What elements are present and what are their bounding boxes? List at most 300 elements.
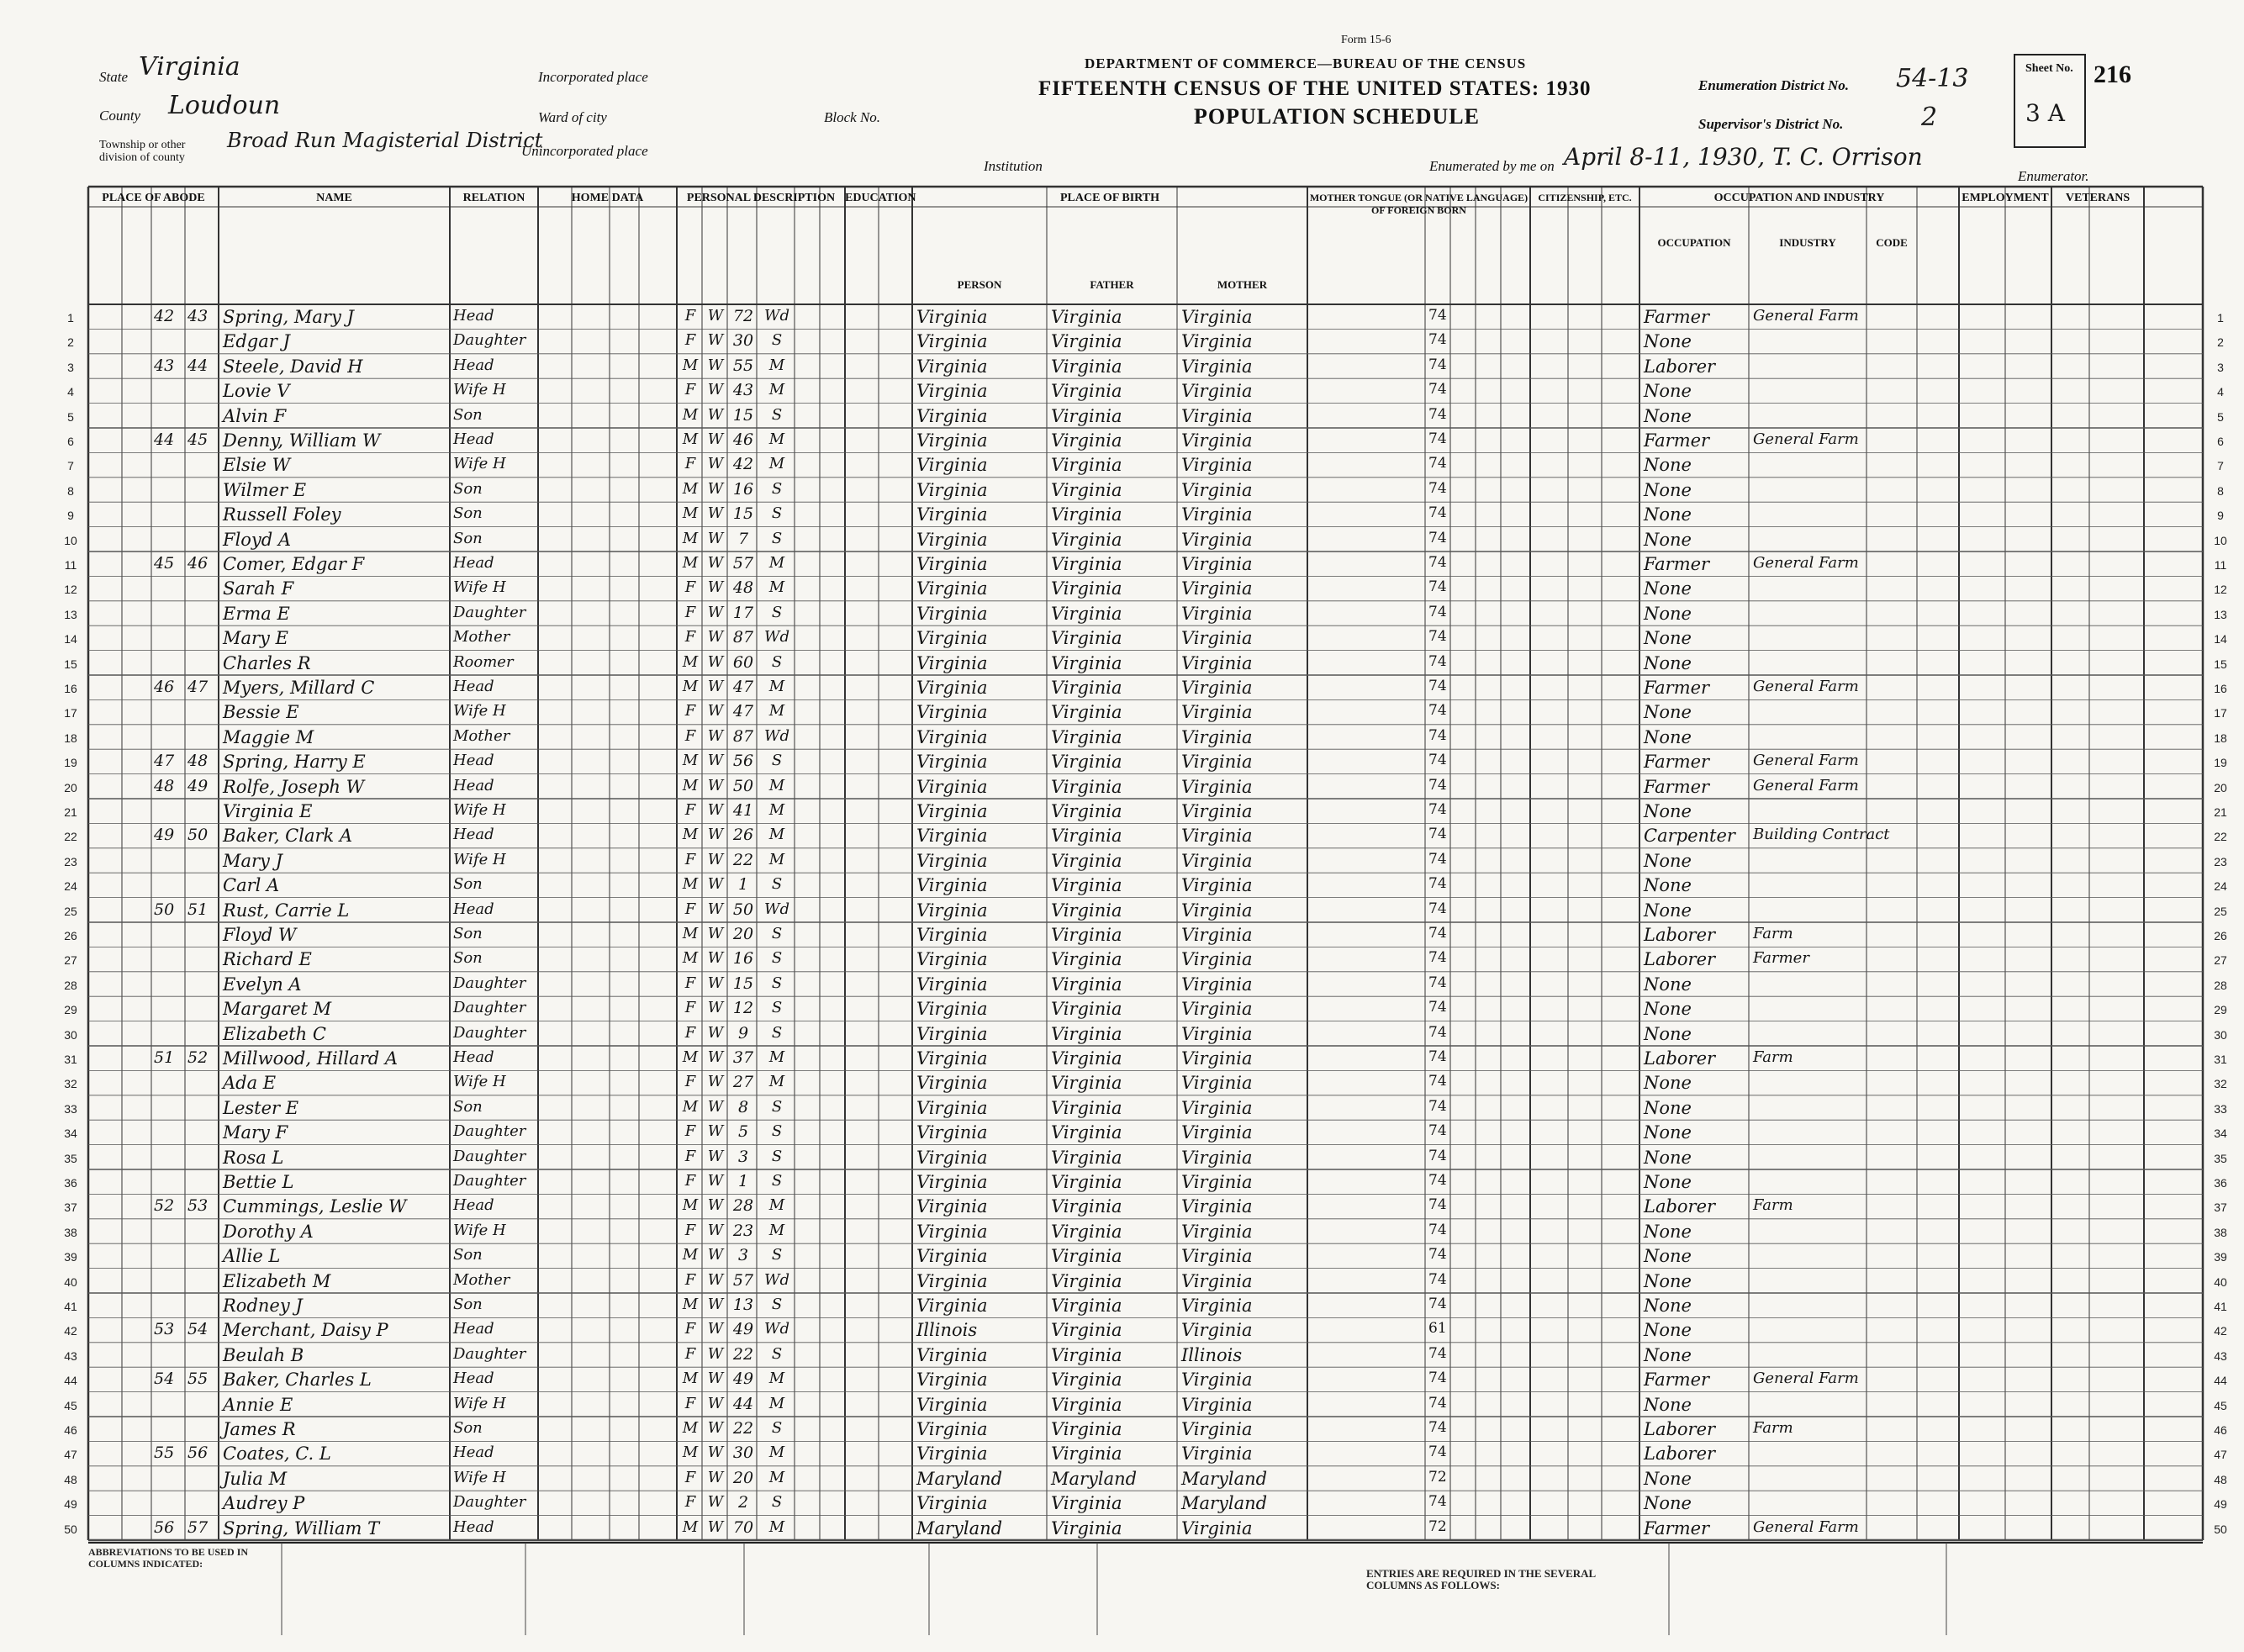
birthplace-mother: Virginia	[1181, 726, 1253, 747]
birthplace-person: Virginia	[916, 356, 988, 377]
row-number: 24	[64, 879, 77, 894]
age: 50	[732, 776, 754, 795]
age: 1	[737, 875, 749, 895]
birthplace-mother: Virginia	[1181, 1419, 1253, 1439]
birthplace-mother: Maryland	[1181, 1493, 1268, 1514]
birthplace-person: Virginia	[916, 603, 988, 624]
birthplace-person: Virginia	[916, 1221, 988, 1242]
marital-condition: S	[771, 999, 783, 1017]
birthplace-mother: Virginia	[1181, 578, 1253, 599]
race: W	[707, 455, 724, 473]
race: W	[707, 752, 724, 770]
occupation: None	[1644, 331, 1692, 352]
person-name: Baker, Clark A	[223, 826, 353, 847]
relation: Wife H	[453, 1394, 506, 1412]
birthplace-father: Virginia	[1051, 726, 1122, 747]
row-number: 45	[64, 1398, 77, 1412]
state-value: Virginia	[139, 52, 240, 82]
birthplace-father: Virginia	[1051, 1517, 1122, 1539]
occupation: None	[1644, 1320, 1692, 1341]
form-number: Form 15-6	[1341, 34, 1391, 46]
birthplace-code: 74	[1428, 479, 1447, 497]
birthplace-code: 74	[1428, 1221, 1447, 1238]
birthplace-person: Virginia	[916, 381, 988, 402]
marital-condition: S	[771, 603, 783, 621]
row-number: 35	[64, 1151, 77, 1165]
relation: Son	[453, 949, 483, 968]
row-number: 12	[2214, 583, 2227, 597]
person-name: Rosa L	[223, 1147, 284, 1168]
birthplace-father: Virginia	[1051, 1320, 1122, 1341]
birthplace-mother: Virginia	[1181, 1221, 1253, 1242]
sex: M	[682, 405, 699, 424]
relation: Head	[453, 826, 494, 844]
age: 43	[732, 381, 754, 400]
birthplace-code: 74	[1428, 356, 1447, 373]
census-table	[64, 187, 2227, 1540]
age: 5	[737, 1122, 749, 1142]
birthplace-mother: Virginia	[1181, 678, 1253, 698]
birthplace-father: Virginia	[1051, 1097, 1122, 1118]
row-number: 29	[64, 1003, 77, 1017]
birthplace-father: Virginia	[1051, 949, 1122, 970]
birthplace-code: 72	[1428, 1468, 1447, 1486]
birthplace-code: 74	[1428, 1172, 1447, 1189]
race: W	[707, 1097, 724, 1116]
sex: M	[682, 1097, 699, 1116]
birthplace-father: Virginia	[1051, 1394, 1122, 1415]
relation: Son	[453, 1296, 483, 1313]
birthplace-mother: Virginia	[1181, 1172, 1253, 1192]
relation: Wife H	[453, 702, 506, 720]
col-father: FATHER	[1090, 278, 1134, 291]
birthplace-code: 74	[1428, 307, 1447, 324]
race: W	[707, 307, 724, 325]
race: W	[707, 999, 724, 1017]
birthplace-person: Maryland	[916, 1517, 1003, 1539]
row-number: 25	[2214, 904, 2227, 918]
sex: M	[682, 1296, 699, 1313]
birthplace-code: 74	[1428, 652, 1447, 670]
occupation: Farmer	[1644, 776, 1710, 797]
schedule-title: POPULATION SCHEDULE	[1194, 104, 1480, 129]
occupation: None	[1644, 455, 1692, 476]
marital-condition: M	[768, 1370, 785, 1388]
age: 15	[732, 504, 754, 524]
birthplace-father: Virginia	[1051, 504, 1122, 525]
marital-condition: S	[771, 331, 783, 350]
sex: F	[684, 702, 696, 720]
birthplace-person: Virginia	[916, 1394, 988, 1415]
sex: F	[684, 1468, 696, 1486]
occupation: None	[1644, 702, 1692, 723]
birthplace-father: Virginia	[1051, 1172, 1122, 1192]
birthplace-person: Virginia	[916, 455, 988, 476]
occupation: None	[1644, 1493, 1692, 1514]
age: 12	[732, 999, 754, 1018]
dwelling-number: 44	[154, 430, 175, 449]
birthplace-person: Virginia	[916, 702, 988, 723]
census-title: FIFTEENTH CENSUS OF THE UNITED STATES: 1930	[1038, 77, 1592, 100]
relation: Head	[453, 1196, 494, 1215]
birthplace-person: Virginia	[916, 949, 988, 970]
race: W	[707, 578, 724, 597]
occupation: None	[1644, 1097, 1692, 1118]
birthplace-person: Virginia	[916, 628, 988, 649]
sex: M	[682, 430, 699, 448]
birthplace-person: Virginia	[916, 405, 988, 426]
birthplace-father: Virginia	[1051, 1122, 1122, 1143]
race: W	[707, 900, 724, 918]
marital-condition: Wd	[763, 628, 790, 647]
row-number: 25	[64, 904, 77, 918]
sex: M	[682, 776, 699, 794]
age: 44	[732, 1394, 754, 1413]
birthplace-mother: Virginia	[1181, 801, 1253, 821]
marital-condition: S	[771, 1172, 783, 1190]
row-number: 12	[64, 583, 77, 597]
enum-district-label: Enumeration District No.	[1698, 77, 1850, 93]
person-name: Margaret M	[223, 999, 332, 1020]
marital-condition: S	[771, 875, 783, 894]
row-number: 37	[64, 1201, 77, 1215]
person-name: Beulah B	[223, 1344, 304, 1365]
race: W	[707, 529, 724, 547]
row-number: 13	[64, 607, 77, 621]
birthplace-father: Virginia	[1051, 455, 1122, 476]
birthplace-code: 74	[1428, 1246, 1447, 1264]
state-label: State	[99, 69, 128, 85]
sex: F	[684, 1320, 696, 1338]
dwelling-number: 56	[154, 1517, 175, 1537]
birthplace-father: Virginia	[1051, 356, 1122, 377]
birthplace-father: Virginia	[1051, 974, 1122, 995]
sex: M	[682, 356, 699, 374]
birthplace-father: Virginia	[1051, 1370, 1122, 1391]
row-number: 19	[64, 756, 77, 770]
birthplace-code: 74	[1428, 1444, 1447, 1461]
occupation: Farmer	[1644, 1517, 1710, 1539]
row-number: 48	[64, 1472, 77, 1486]
dwelling-number: 43	[154, 356, 175, 375]
occupation: None	[1644, 1147, 1692, 1168]
person-name: Wilmer E	[223, 479, 307, 500]
person-name: Richard E	[223, 949, 312, 970]
marital-condition: M	[768, 1444, 785, 1462]
industry: Farmer	[1753, 949, 1809, 968]
birthplace-mother: Virginia	[1181, 875, 1253, 896]
family-number: 51	[187, 900, 209, 919]
birthplace-code: 74	[1428, 974, 1447, 991]
row-number: 5	[67, 409, 74, 424]
row-number: 36	[2214, 1176, 2227, 1190]
person-name: Erma E	[223, 603, 290, 624]
sex: F	[684, 900, 696, 918]
relation: Son	[453, 925, 483, 942]
birthplace-mother: Virginia	[1181, 1196, 1253, 1217]
family-number: 44	[187, 356, 209, 375]
relation: Son	[453, 405, 483, 424]
row-number: 13	[2214, 607, 2227, 621]
birthplace-person: Virginia	[916, 1048, 988, 1069]
occupation: Farmer	[1644, 678, 1710, 698]
row-number: 28	[2214, 978, 2227, 992]
race: W	[707, 1122, 724, 1141]
row-number: 21	[2214, 805, 2227, 819]
sex: F	[684, 381, 696, 399]
birthplace-code: 74	[1428, 554, 1447, 571]
race: W	[707, 356, 724, 374]
birthplace-person: Virginia	[916, 1073, 988, 1094]
occupation: None	[1644, 529, 1692, 550]
person-name: Audrey P	[223, 1493, 305, 1514]
birthplace-person: Virginia	[916, 974, 988, 995]
row-number: 48	[2214, 1472, 2227, 1486]
occupation: None	[1644, 1468, 1692, 1489]
race: W	[707, 430, 724, 448]
birthplace-person: Virginia	[916, 726, 988, 747]
age: 13	[732, 1296, 754, 1314]
occupation: None	[1644, 628, 1692, 649]
industry: General Farm	[1753, 776, 1859, 794]
row-number: 2	[67, 335, 74, 350]
race: W	[707, 826, 724, 844]
age: 15	[732, 405, 754, 425]
birthplace-code: 74	[1428, 381, 1447, 398]
row-number: 39	[2214, 1250, 2227, 1264]
birthplace-code: 74	[1428, 331, 1447, 349]
person-name: Spring, Mary J	[223, 307, 354, 327]
occupation: Laborer	[1644, 1444, 1716, 1465]
birthplace-father: Virginia	[1051, 999, 1122, 1020]
birthplace-father: Virginia	[1051, 1073, 1122, 1094]
industry: General Farm	[1753, 752, 1859, 770]
birthplace-mother: Virginia	[1181, 628, 1253, 649]
birthplace-person: Virginia	[916, 1122, 988, 1143]
row-number: 32	[64, 1077, 77, 1091]
row-number: 19	[2214, 756, 2227, 770]
row-number: 7	[2217, 459, 2224, 473]
birthplace-mother: Maryland	[1181, 1468, 1268, 1489]
row-number: 22	[2214, 830, 2227, 844]
occupation: None	[1644, 381, 1692, 402]
row-number: 31	[2214, 1053, 2227, 1066]
row-number: 15	[2214, 657, 2227, 671]
birthplace-mother: Virginia	[1181, 1320, 1253, 1341]
age: 1	[737, 1172, 749, 1190]
row-number: 42	[64, 1324, 77, 1338]
occupation: None	[1644, 1344, 1692, 1365]
marital-condition: S	[771, 479, 783, 498]
relation: Head	[453, 1320, 494, 1338]
relation: Head	[453, 752, 494, 770]
birthplace-mother: Virginia	[1181, 1048, 1253, 1069]
race: W	[707, 1517, 724, 1536]
row-number: 8	[67, 483, 74, 498]
occupation: None	[1644, 1073, 1692, 1094]
enumerated-value: April 8-11, 1930, T. C. Orrison	[1564, 143, 1923, 171]
birthplace-code: 74	[1428, 1419, 1447, 1436]
occupation: Laborer	[1644, 356, 1716, 377]
industry: Farm	[1753, 1419, 1793, 1437]
sex: F	[684, 307, 696, 325]
sex: M	[682, 1444, 699, 1462]
birthplace-code: 74	[1428, 702, 1447, 720]
col-person: PERSON	[957, 278, 1002, 291]
birthplace-code: 74	[1428, 678, 1447, 694]
birthplace-code: 74	[1428, 726, 1447, 744]
birthplace-father: Virginia	[1051, 826, 1122, 847]
row-number: 32	[2214, 1077, 2227, 1091]
relation: Head	[453, 307, 494, 325]
relation: Wife H	[453, 381, 506, 399]
person-name: Elizabeth M	[223, 1270, 331, 1291]
dwelling-number: 50	[154, 900, 175, 919]
row-number: 42	[2214, 1324, 2227, 1338]
sex: M	[682, 1370, 699, 1388]
birthplace-mother: Virginia	[1181, 1517, 1253, 1539]
occupation: None	[1644, 1246, 1692, 1267]
birthplace-mother: Virginia	[1181, 652, 1253, 673]
race: W	[707, 603, 724, 621]
birthplace-father: Virginia	[1051, 479, 1122, 500]
occupation: None	[1644, 974, 1692, 995]
birthplace-person: Virginia	[916, 331, 988, 352]
age: 30	[732, 1444, 754, 1463]
township-label: Township or other division of county	[99, 139, 186, 164]
sex: F	[684, 603, 696, 621]
race: W	[707, 1468, 724, 1486]
birthplace-mother: Virginia	[1181, 430, 1253, 451]
group-place-of-abode: PLACE OF ABODE	[102, 192, 205, 204]
birthplace-father: Virginia	[1051, 1246, 1122, 1267]
row-number: 47	[64, 1448, 77, 1462]
group-occupation: OCCUPATION AND INDUSTRY	[1713, 192, 1885, 204]
age: 46	[732, 430, 754, 449]
birthplace-person: Virginia	[916, 1270, 988, 1291]
birthplace-code: 74	[1428, 455, 1447, 472]
industry: General Farm	[1753, 307, 1859, 325]
birthplace-mother: Virginia	[1181, 1073, 1253, 1094]
row-number: 4	[2217, 385, 2224, 399]
marital-condition: S	[771, 949, 783, 968]
row-number: 49	[2214, 1497, 2227, 1512]
birthplace-mother: Virginia	[1181, 1246, 1253, 1267]
person-name: Spring, William T	[223, 1517, 380, 1539]
row-number: 24	[2214, 879, 2227, 894]
row-number: 9	[2217, 509, 2224, 523]
person-name: Spring, Harry E	[223, 752, 366, 773]
age: 47	[732, 678, 754, 696]
age: 16	[732, 479, 754, 499]
marital-condition: S	[771, 752, 783, 770]
row-number: 1	[2217, 311, 2224, 325]
birthplace-father: Virginia	[1051, 1023, 1122, 1044]
birthplace-mother: Virginia	[1181, 925, 1253, 945]
row-number: 41	[64, 1300, 77, 1313]
birthplace-code: 74	[1428, 1370, 1447, 1387]
family-number: 57	[187, 1517, 209, 1537]
row-number: 6	[67, 435, 74, 448]
row-number: 14	[64, 632, 77, 647]
sex: M	[682, 678, 699, 695]
occupation: Laborer	[1644, 1196, 1716, 1217]
row-number: 40	[2214, 1275, 2227, 1289]
supervisor-label: Supervisor's District No.	[1698, 116, 1844, 132]
race: W	[707, 504, 724, 523]
sex: M	[682, 652, 699, 671]
age: 72	[732, 307, 754, 325]
birthplace-person: Virginia	[916, 1296, 988, 1316]
age: 70	[732, 1517, 754, 1537]
relation: Head	[453, 356, 494, 374]
marital-condition: M	[768, 801, 785, 819]
row-number: 50	[2214, 1522, 2227, 1536]
birthplace-mother: Virginia	[1181, 603, 1253, 624]
relation: Head	[453, 1444, 494, 1462]
marital-condition: M	[768, 826, 785, 844]
age: 57	[732, 1270, 754, 1290]
block-label: Block No.	[824, 109, 881, 125]
industry: General Farm	[1753, 554, 1859, 572]
row-number: 10	[2214, 533, 2227, 547]
relation: Daughter	[453, 1344, 526, 1363]
birthplace-code: 74	[1428, 1122, 1447, 1140]
sex: F	[684, 1122, 696, 1141]
person-name: Mary F	[223, 1122, 288, 1143]
birthplace-mother: Virginia	[1181, 381, 1253, 402]
race: W	[707, 628, 724, 647]
birthplace-father: Virginia	[1051, 900, 1122, 921]
marital-condition: S	[771, 1296, 783, 1313]
occupation: None	[1644, 479, 1692, 500]
marital-condition: S	[771, 1097, 783, 1116]
relation: Wife H	[453, 850, 506, 868]
birthplace-father: Virginia	[1051, 702, 1122, 723]
birthplace-father: Virginia	[1051, 628, 1122, 649]
birthplace-code: 74	[1428, 752, 1447, 769]
sex: M	[682, 752, 699, 770]
relation: Daughter	[453, 603, 526, 621]
sex: M	[682, 875, 699, 894]
group-name: NAME	[316, 192, 352, 204]
row-number: 27	[64, 953, 77, 968]
birthplace-mother: Virginia	[1181, 752, 1253, 773]
relation: Daughter	[453, 1023, 526, 1042]
row-number: 50	[64, 1522, 77, 1536]
sex: F	[684, 1073, 696, 1091]
row-number: 47	[2214, 1448, 2227, 1462]
marital-condition: M	[768, 1196, 785, 1215]
birthplace-code: 74	[1428, 1023, 1447, 1041]
marital-condition: M	[768, 776, 785, 794]
age: 20	[732, 1468, 754, 1487]
row-number: 45	[2214, 1398, 2227, 1412]
birthplace-person: Virginia	[916, 1196, 988, 1217]
race: W	[707, 1419, 724, 1437]
age: 16	[732, 949, 754, 969]
sex: F	[684, 1023, 696, 1042]
row-number: 38	[2214, 1225, 2227, 1239]
sex: M	[682, 504, 699, 523]
race: W	[707, 678, 724, 695]
birthplace-mother: Virginia	[1181, 554, 1253, 574]
person-name: Carl A	[223, 875, 280, 896]
person-name: Merchant, Daisy P	[223, 1320, 388, 1341]
birthplace-mother: Virginia	[1181, 1444, 1253, 1465]
row-number: 20	[64, 780, 77, 794]
person-name: Denny, William W	[223, 430, 381, 451]
